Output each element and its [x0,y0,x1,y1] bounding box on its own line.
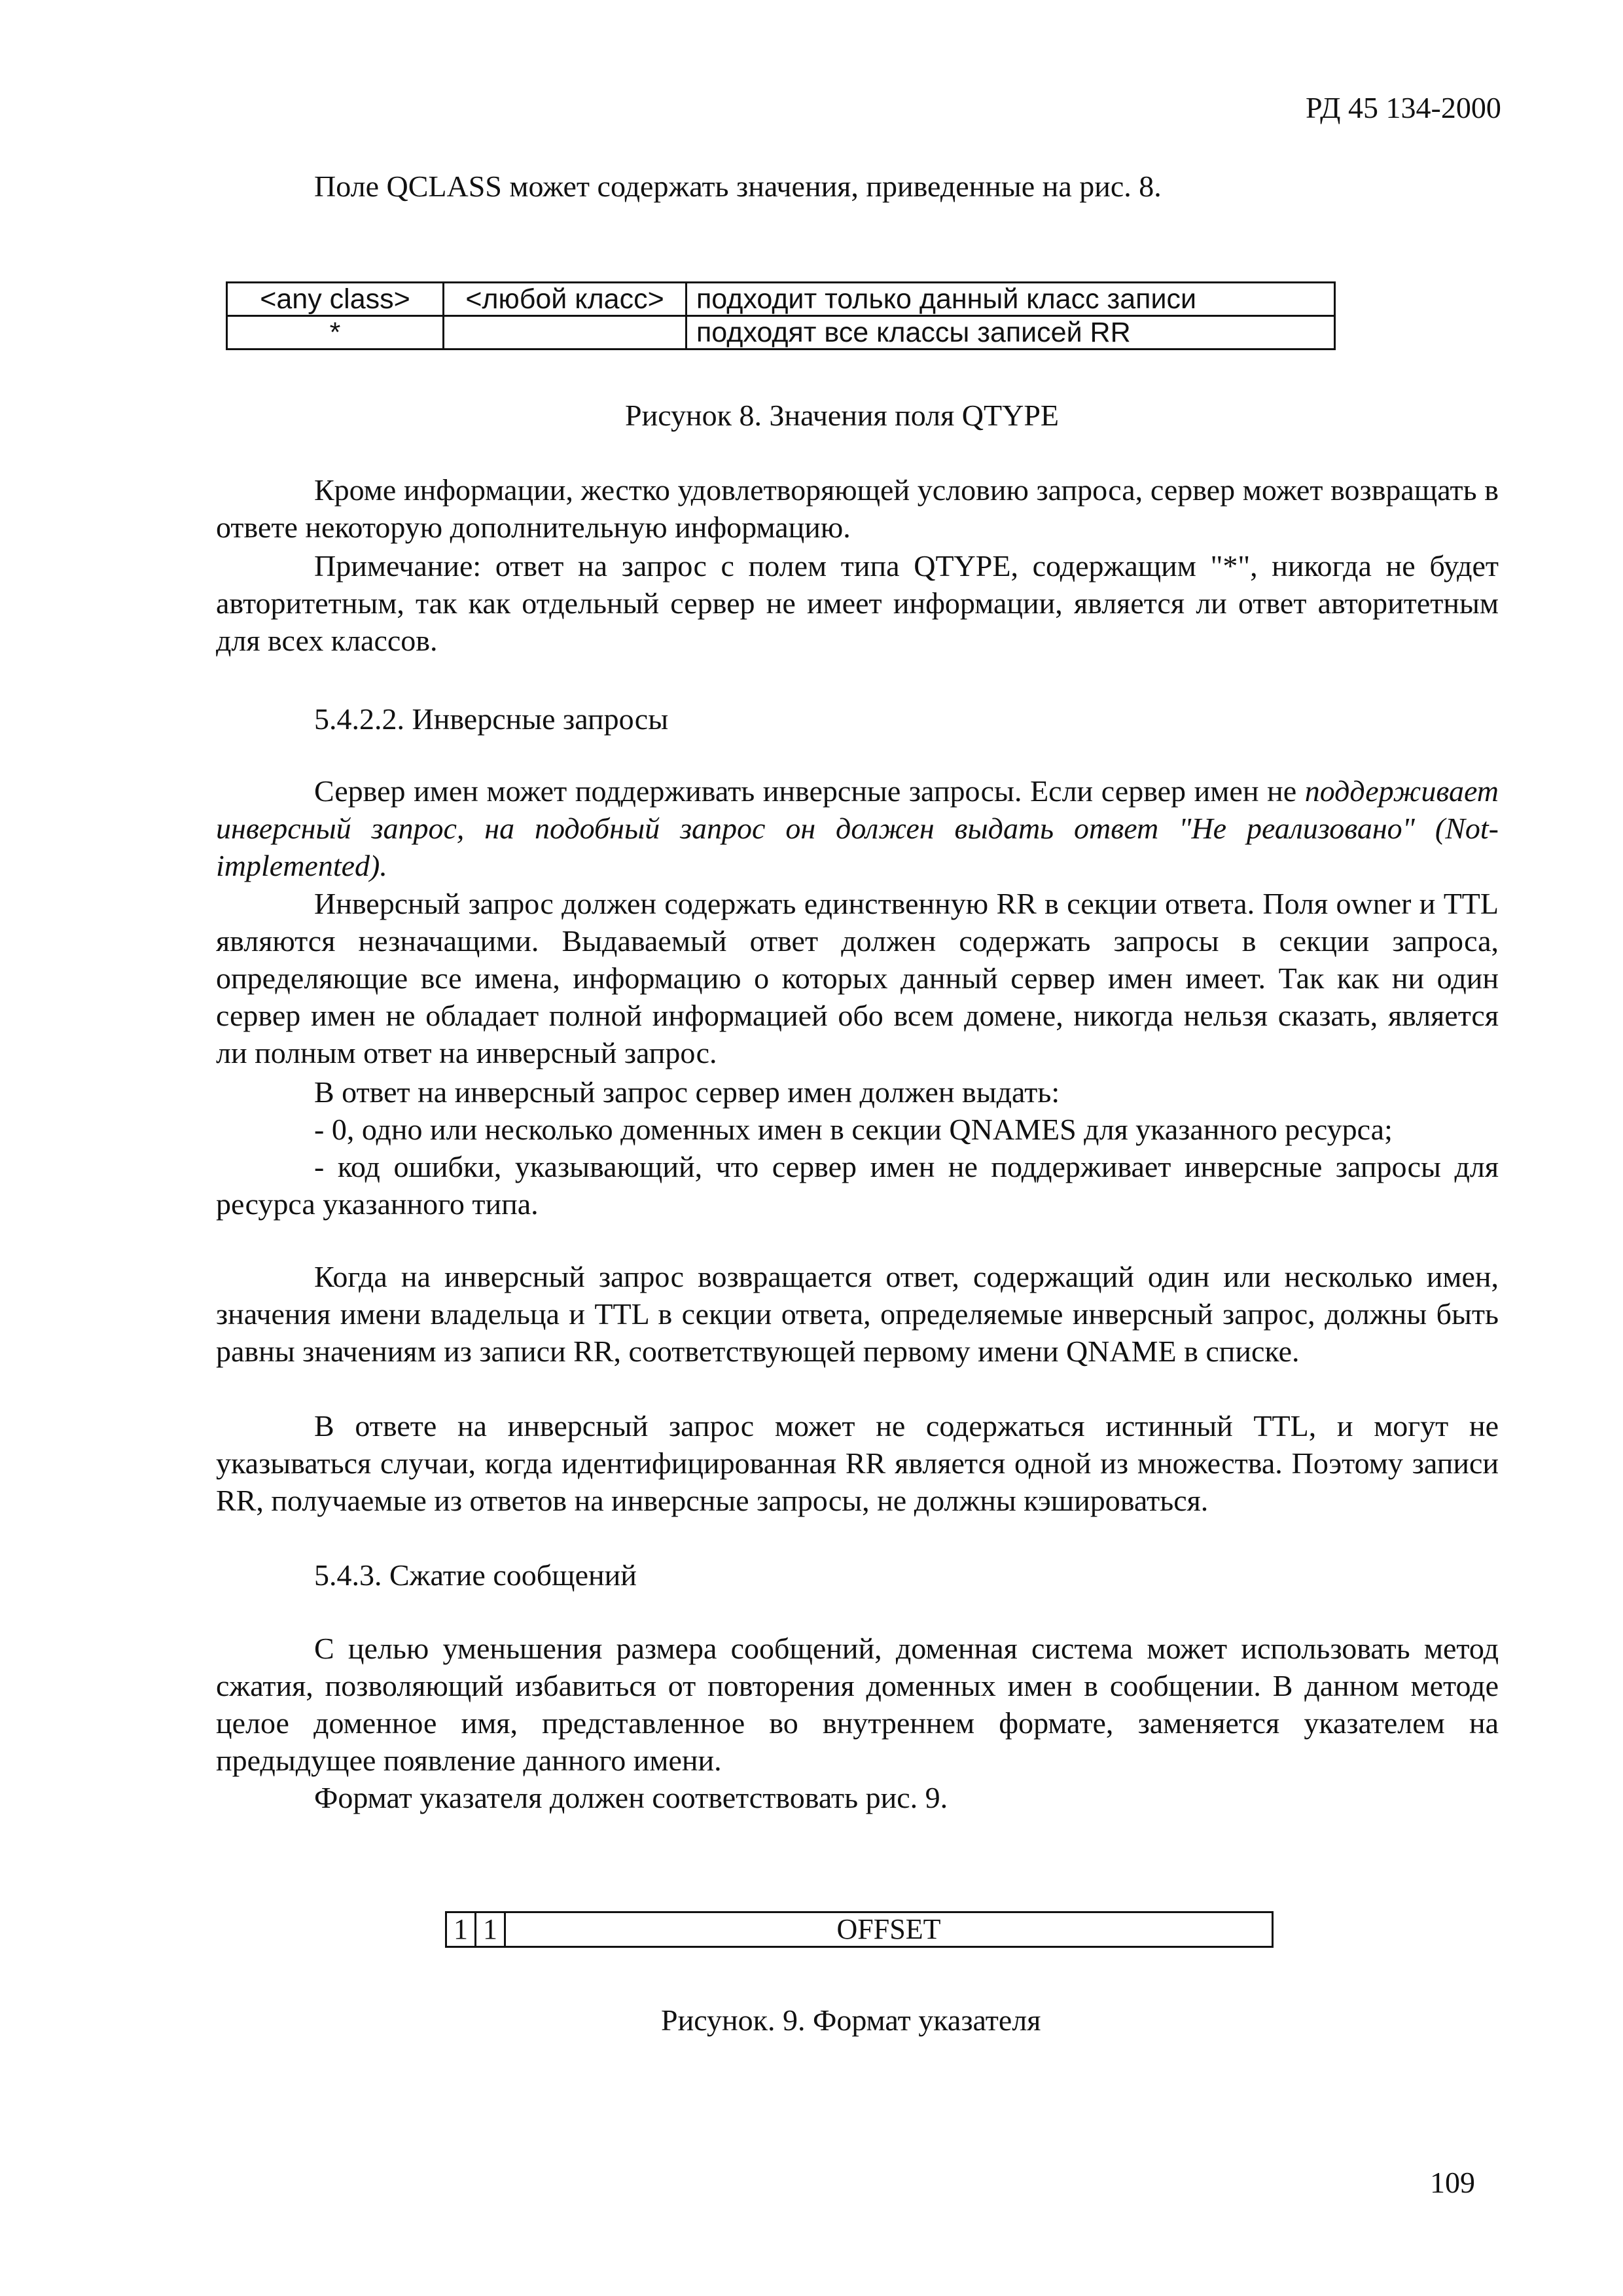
table-cell: <any class> [227,283,444,316]
table-cell: подходят все классы записей RR [687,316,1335,350]
intro-line: Поле QCLASS может содержать значения, приведенные на рис. 8. [314,170,1162,203]
figure-9-pointer-format [445,1911,1274,1948]
list-item: - 0, одно или несколько доменных имен в секции QNAMES для указанного ресурса; [314,1113,1393,1146]
paragraph: Инверсный запрос должен содержать единственную RR в секции ответа. Поля owner и TTL являются незначащими. Выдаваемый ответ должен содержать запросы в секции запроса, определяющие все имена, информацию о которых данный сервер имен имеет. Так как ни один сервер имен не обладает полной информацией обо всем домене, никогда нельзя сказать, является ли полным ответ на инверсный запрос. [216,887,1499,1069]
table-cell: подходит только данный класс записи [687,283,1335,316]
paragraph: Формат указателя должен соответствовать рис. 9. [314,1781,948,1814]
paragraph: В ответе на инверсный запрос может не содержаться истинный TTL, и могут не указываться случаи, когда идентифицированная RR является одной из множества. Поэтому записи RR, получаемые из ответов на инверсные запросы, не должны кэшироваться. [216,1409,1499,1517]
figure-8-table [226,281,1336,350]
paragraph: В ответ на инверсный запрос сервер имен должен выдать: [314,1075,1060,1109]
paragraph-italic-text: поддерживает инверсный запрос, на подобный запрос он должен выдать ответ "Не реализовано" (Not-implemented). [216,774,1499,882]
paragraph-text: Сервер имен может поддерживать инверсные запросы. Если сервер имен не [314,774,1297,808]
table-cell: <любой класс> [444,283,687,316]
table-row [446,1912,1273,1947]
list-item: - код ошибки, указывающий, что сервер имен не поддерживает инверсные запросы для ресурса указанного типа. [216,1150,1499,1221]
page-number: 109 [1430,2166,1475,2199]
flag-bit: 1 [476,1912,505,1947]
flag-bit: 1 [446,1912,476,1947]
paragraph: С целью уменьшения размера сообщений, доменная система может использовать метод сжатия, позволяющий избавиться от повторения доменных имен в сообщении. В данном методе целое доменное имя, представленное во внутреннем формате, заменяется указателем на предыдущее появление данного имени. [216,1632,1499,1777]
table-row [227,316,1335,350]
table-row [227,283,1335,316]
section-heading: 5.4.3. Сжатие сообщений [314,1558,637,1592]
document-code: РД 45 134-2000 [1306,91,1501,124]
paragraph [216,772,1499,884]
figure-8-caption: Рисунок 8. Значения поля QTYPE [625,399,1060,432]
paragraph: Когда на инверсный запрос возвращается ответ, содержащий один или несколько имен, значения имени владельца и TTL в секции ответа, определяемые инверсный запрос, должны быть равны значениям из записи RR, соответствующей первому имени QNAME в списке. [216,1260,1499,1368]
section-heading: 5.4.2.2. Инверсные запросы [314,702,669,736]
note-paragraph: Примечание: ответ на запрос с полем типа QTYPE, содержащим "*", никогда не будет авторитетным, так как отдельный сервер не имеет информации, является ли ответ авторитетным для всех классов. [216,549,1499,657]
figure-9-caption: Рисунок. 9. Формат указателя [661,2003,1041,2037]
table-cell: * [227,316,444,350]
paragraph: Кроме информации, жестко удовлетворяющей условию запроса, сервер может возвращать в ответе некоторую дополнительную информацию. [216,473,1499,544]
offset-field: OFFSET [505,1912,1273,1947]
table-cell [444,316,687,350]
